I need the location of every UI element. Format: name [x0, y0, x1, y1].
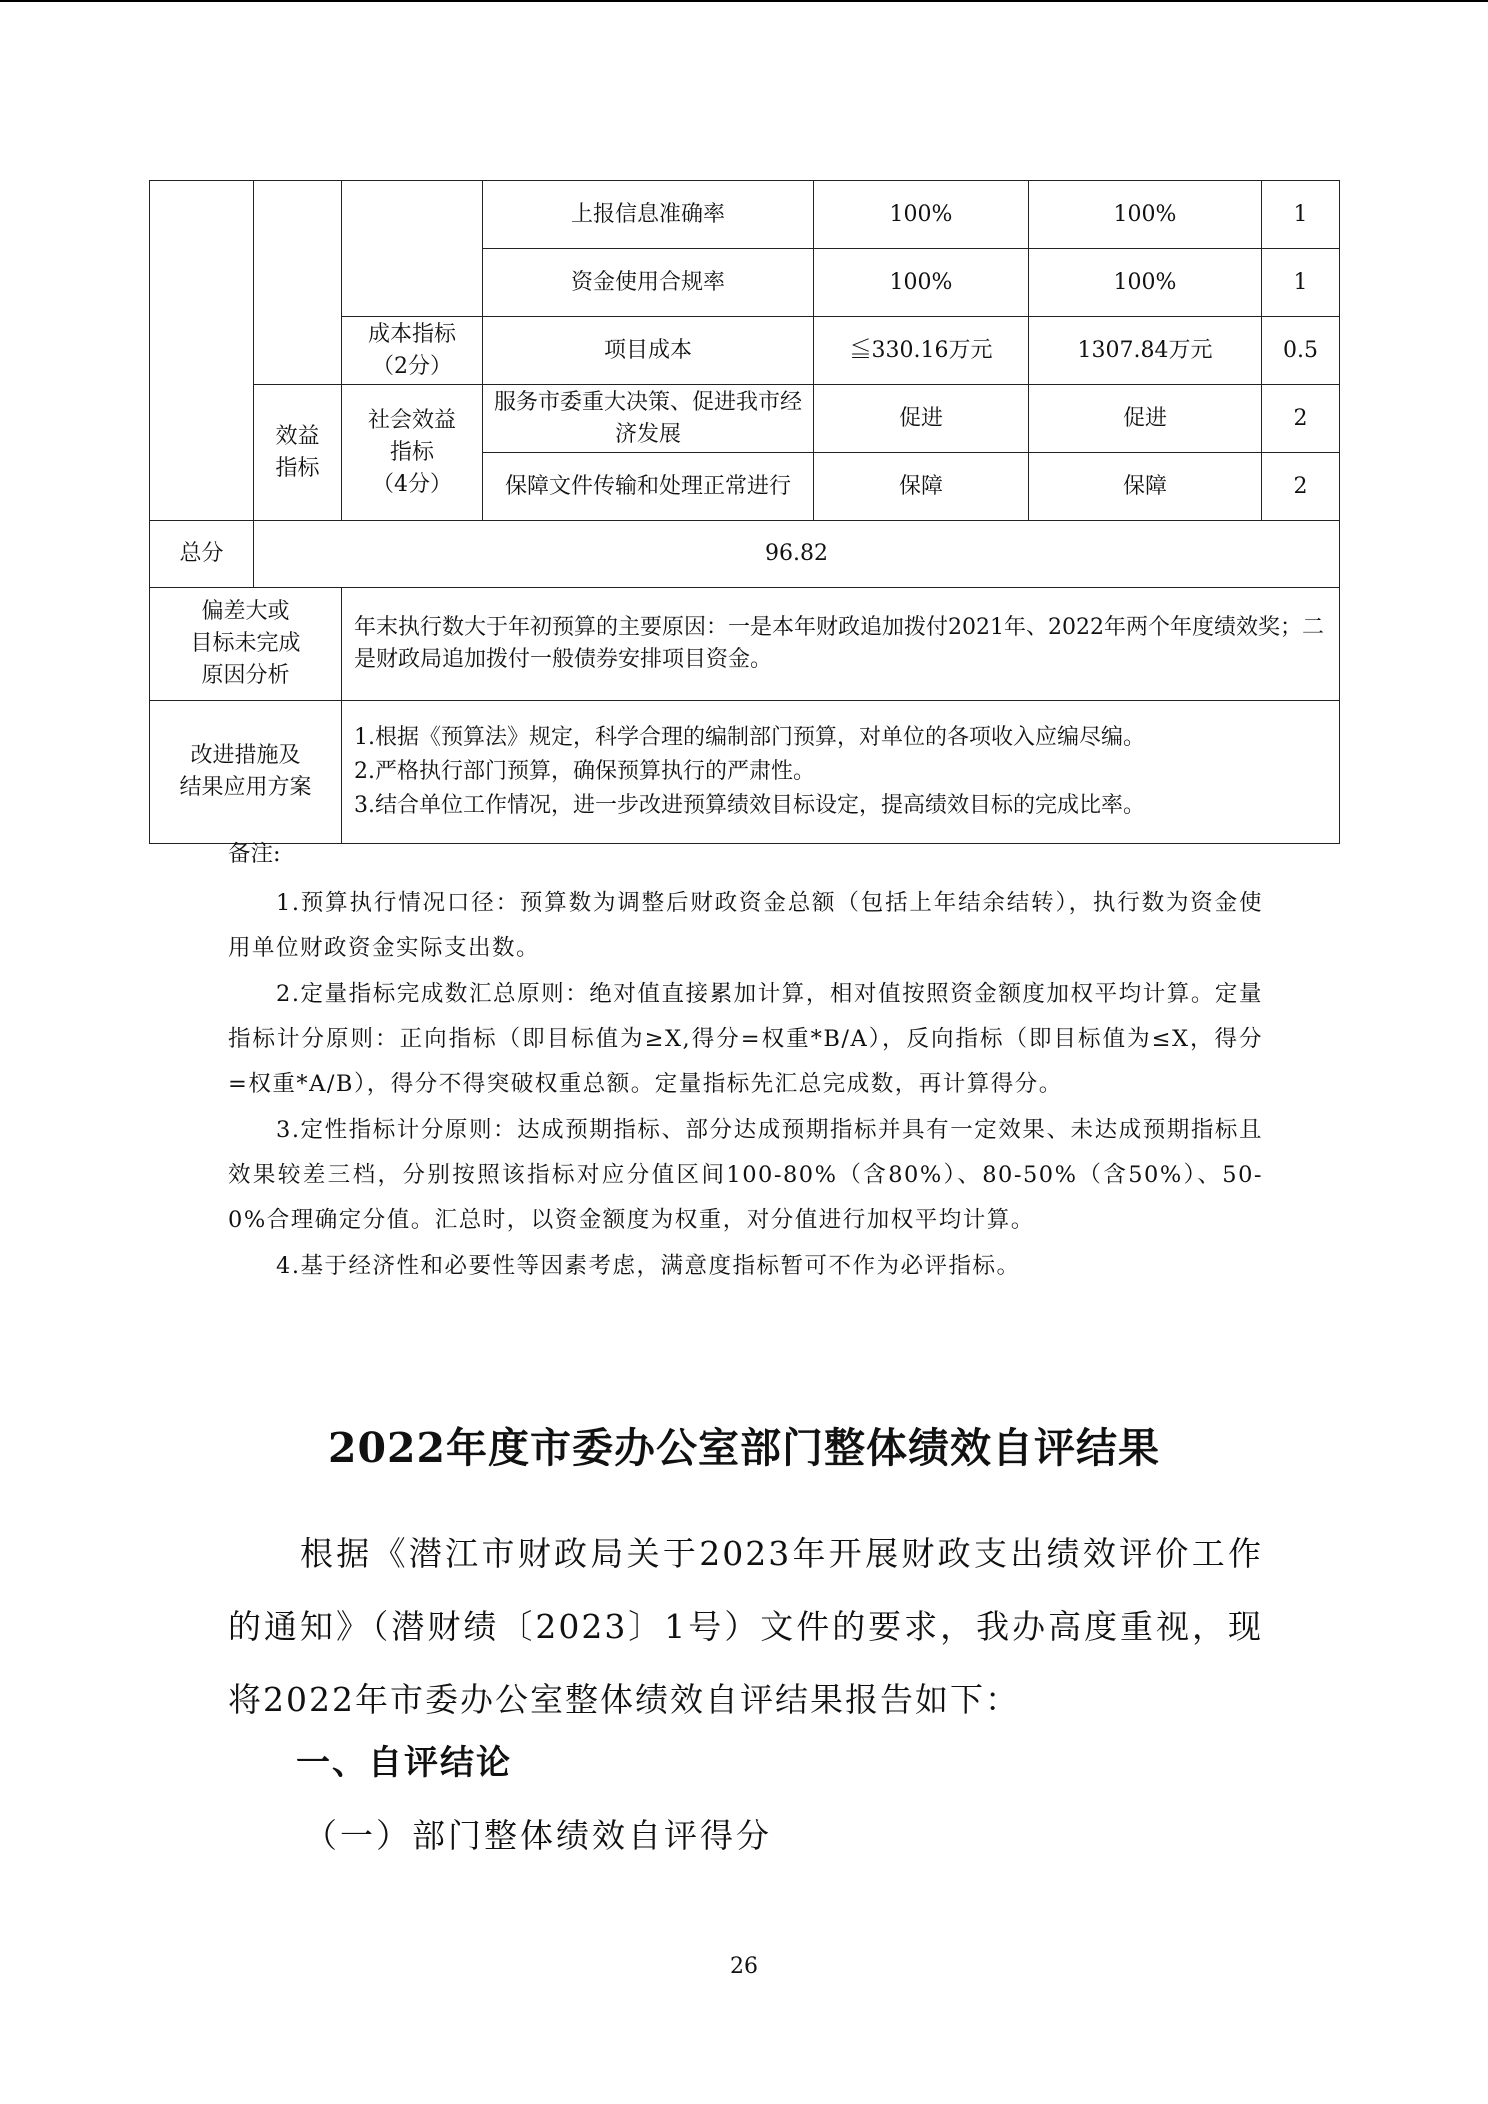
note-item: 2.定量指标完成数汇总原则：绝对值直接累加计算，相对值按照资金额度加权平均计算。定量指标计分原则：正向指标（即目标值为≥X,得分=权重*B/A），反向指标（即目标值为≤X，得分=权重*A/B），得分不得突破权重总额。定量指标先汇总完成数，再计算得分。: [228, 981, 1263, 1097]
actual-cell: 100%: [1029, 181, 1262, 249]
improvement-list: [342, 701, 1340, 844]
category-cell: 成本指标 （2分）: [342, 317, 483, 385]
deviation-row: [150, 588, 1340, 701]
deviation-text: 年末执行数大于年初预算的主要原因：一是本年财政追加拨付2021年、2022年两个年度绩效奖；二是财政局追加拨付一般债券安排项目资金。: [342, 588, 1340, 701]
target-cell: 促进: [814, 385, 1029, 453]
score-cell: 1: [1262, 249, 1340, 317]
actual-cell: 100%: [1029, 249, 1262, 317]
score-cell: 0.5: [1262, 317, 1340, 385]
total-value: 96.82: [254, 521, 1340, 588]
score-cell: 1: [1262, 181, 1340, 249]
indicator-cell: 上报信息准确率: [483, 181, 814, 249]
group-cell: 效益 指标: [254, 385, 342, 521]
actual-cell: 1307.84万元: [1029, 317, 1262, 385]
table-row: [150, 181, 1340, 249]
total-label: 总分: [150, 521, 254, 588]
note-item: 3.定性指标计分原则：达成预期指标、部分达成预期指标并具有一定效果、未达成预期指标且效果较差三档，分别按照该指标对应分值区间100-80%（含80%）、80-50%（含50%）、50-0%合理确定分值。汇总时，以资金额度为权重，对分值进行加权平均计算。: [228, 1117, 1263, 1233]
target-cell: 保障: [814, 453, 1029, 521]
category-cell: 社会效益 指标 （4分）: [342, 385, 483, 521]
target-cell: ≦330.16万元: [814, 317, 1029, 385]
page-top-border: [0, 0, 1488, 2]
deviation-label: 偏差大或 目标未完成 原因分析: [150, 588, 342, 701]
intro-paragraph: 根据《潜江市财政局关于2023年开展财政支出绩效评价工作的通知》（潜财绩〔2023〕1号）文件的要求，我办高度重视，现将2022年市委办公室整体绩效自评结果报告如下：: [228, 1534, 1263, 1719]
indicator-cell: 资金使用合规率: [483, 249, 814, 317]
indicator-cell: 服务市委重大决策、促进我市经济发展: [483, 385, 814, 453]
target-cell: 100%: [814, 181, 1029, 249]
merged-blank-cell: [342, 181, 483, 317]
target-cell: 100%: [814, 249, 1029, 317]
note-item: 4.基于经济性和必要性等因素考虑，满意度指标暂可不作为必评指标。: [276, 1253, 1021, 1279]
notes-title: 备注:: [228, 841, 281, 867]
page-number: 26: [730, 1954, 758, 1979]
improvement-item: 2.严格执行部门预算，确保预算执行的严肃性。: [354, 759, 815, 784]
score-cell: 2: [1262, 385, 1340, 453]
improvement-item: 3.结合单位工作情况，进一步改进预算绩效目标设定，提高绩效目标的完成比率。: [354, 793, 1145, 818]
actual-cell: 保障: [1029, 453, 1262, 521]
total-row: [150, 521, 1340, 588]
note-item: 1.预算执行情况口径：预算数为调整后财政资金总额（包括上年结余结转），执行数为资金使用单位财政资金实际支出数。: [228, 890, 1263, 961]
section-title: 2022年度市委办公室部门整体绩效自评结果: [327, 1424, 1161, 1472]
merged-blank-cell: [254, 181, 342, 385]
improvement-label: 改进措施及 结果应用方案: [150, 701, 342, 844]
improvement-item: 1.根据《预算法》规定，科学合理的编制部门预算，对单位的各项收入应编尽编。: [354, 725, 1145, 750]
heading-conclusion: 一、自评结论: [296, 1743, 512, 1783]
indicator-cell: 保障文件传输和处理正常进行: [483, 453, 814, 521]
merged-blank-cell: [150, 181, 254, 521]
heading-score: （一）部门整体绩效自评得分: [304, 1816, 772, 1855]
actual-cell: 促进: [1029, 385, 1262, 453]
indicator-cell: 项目成本: [483, 317, 814, 385]
improvement-row: [150, 701, 1340, 844]
score-cell: 2: [1262, 453, 1340, 521]
performance-table: [149, 180, 1340, 844]
table-row: [150, 385, 1340, 453]
